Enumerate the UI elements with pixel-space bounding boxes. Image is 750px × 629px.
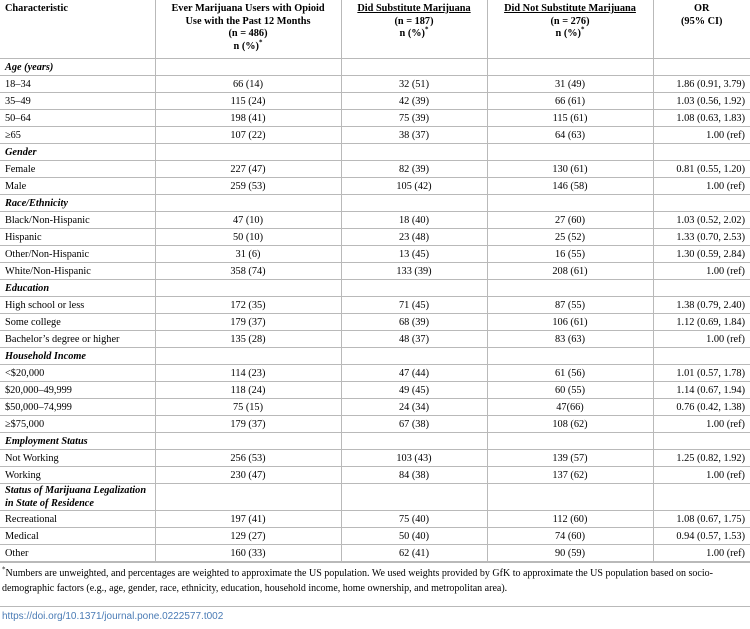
- cell-ever-users: 107 (22): [155, 127, 341, 144]
- table-row: [0, 382, 750, 399]
- cell-odds-ratio: 1.00 (ref): [653, 127, 750, 144]
- footnote-text: Numbers are unweighted, and percentages are weighted to approximate the US population. We used weights provided by GfK to approximate the US population based on socio-demographic factors (e.g., age, gender, race, ethnicity, education, household income, home ownership, and metropolitan area).: [2, 568, 713, 594]
- row-label: White/Non-Hispanic: [0, 263, 155, 280]
- cell-odds-ratio: 1.08 (0.67, 1.75): [653, 511, 750, 528]
- header-did-substitute-unit: n (%): [399, 28, 425, 39]
- cell-did-not-substitute: 83 (63): [487, 331, 653, 348]
- row-label: $50,000–74,999: [0, 399, 155, 416]
- empty-cell: [155, 195, 341, 212]
- table-row: [0, 127, 750, 144]
- row-label: Some college: [0, 314, 155, 331]
- section-row: [0, 348, 750, 365]
- cell-did-not-substitute: 31 (49): [487, 76, 653, 93]
- cell-did-not-substitute: 25 (52): [487, 229, 653, 246]
- cell-ever-users: 47 (10): [155, 212, 341, 229]
- cell-did-substitute: 71 (45): [341, 297, 487, 314]
- table-row: [0, 528, 750, 545]
- cell-did-substitute: 84 (38): [341, 467, 487, 484]
- empty-cell: [487, 280, 653, 297]
- row-label: Other: [0, 545, 155, 562]
- header-did-not-substitute-line1: Did Not Substitute Marijuana: [504, 3, 636, 14]
- cell-did-substitute: 50 (40): [341, 528, 487, 545]
- cell-ever-users: 172 (35): [155, 297, 341, 314]
- cell-ever-users: 197 (41): [155, 511, 341, 528]
- table-row: [0, 467, 750, 484]
- row-label: ≥$75,000: [0, 416, 155, 433]
- cell-odds-ratio: 1.01 (0.57, 1.78): [653, 365, 750, 382]
- header-did-not-substitute-sup: *: [580, 25, 585, 34]
- header-or-line2: (95% CI): [681, 15, 723, 27]
- cell-did-substitute: 105 (42): [341, 178, 487, 195]
- cell-did-not-substitute: 87 (55): [487, 297, 653, 314]
- table-row: [0, 450, 750, 467]
- table-row: [0, 365, 750, 382]
- section-row: [0, 433, 750, 450]
- section-title: Status of Marijuana Legalization in State of Residence: [0, 484, 155, 511]
- row-label: $20,000–49,999: [0, 382, 155, 399]
- empty-cell: [487, 484, 653, 511]
- cell-did-substitute: 103 (43): [341, 450, 487, 467]
- empty-cell: [487, 433, 653, 450]
- cell-odds-ratio: 1.25 (0.82, 1.92): [653, 450, 750, 467]
- section-row: [0, 195, 750, 212]
- row-label: <$20,000: [0, 365, 155, 382]
- row-label: Medical: [0, 528, 155, 545]
- cell-ever-users: 179 (37): [155, 416, 341, 433]
- cell-ever-users: 129 (27): [155, 528, 341, 545]
- cell-odds-ratio: 1.00 (ref): [653, 416, 750, 433]
- cell-did-substitute: 47 (44): [341, 365, 487, 382]
- empty-cell: [341, 195, 487, 212]
- cell-did-not-substitute: 108 (62): [487, 416, 653, 433]
- cell-ever-users: 114 (23): [155, 365, 341, 382]
- header-did-substitute-n: (n = 187): [394, 15, 434, 27]
- header-or-line1: OR: [694, 3, 710, 14]
- cell-did-substitute: 24 (34): [341, 399, 487, 416]
- row-label: Other/Non-Hispanic: [0, 246, 155, 263]
- cell-did-substitute: 75 (39): [341, 110, 487, 127]
- cell-did-not-substitute: 47(66): [487, 399, 653, 416]
- row-label: 35–49: [0, 93, 155, 110]
- row-label: Hispanic: [0, 229, 155, 246]
- cell-ever-users: 50 (10): [155, 229, 341, 246]
- cell-ever-users: 256 (53): [155, 450, 341, 467]
- cell-ever-users: 227 (47): [155, 161, 341, 178]
- empty-cell: [341, 433, 487, 450]
- row-label: Recreational: [0, 511, 155, 528]
- cell-ever-users: 160 (33): [155, 545, 341, 562]
- header-did-substitute-line1: Did Substitute Marijuana: [357, 3, 471, 14]
- cell-did-substitute: 38 (37): [341, 127, 487, 144]
- table-row: [0, 545, 750, 562]
- row-label: Bachelor’s degree or higher: [0, 331, 155, 348]
- cell-did-not-substitute: 60 (55): [487, 382, 653, 399]
- cell-ever-users: 198 (41): [155, 110, 341, 127]
- cell-ever-users: 115 (24): [155, 93, 341, 110]
- empty-cell: [155, 280, 341, 297]
- cell-odds-ratio: 1.38 (0.79, 2.40): [653, 297, 750, 314]
- cell-odds-ratio: 1.00 (ref): [653, 545, 750, 562]
- footnote-marker: *: [2, 565, 6, 574]
- cell-odds-ratio: 1.86 (0.91, 3.79): [653, 76, 750, 93]
- cell-did-substitute: 32 (51): [341, 76, 487, 93]
- empty-cell: [341, 59, 487, 76]
- header-ever-users-line1: Ever Marijuana Users with Opioid: [171, 3, 325, 14]
- cell-did-substitute: 82 (39): [341, 161, 487, 178]
- section-title: Education: [0, 280, 155, 297]
- cell-did-substitute: 67 (38): [341, 416, 487, 433]
- row-label: 50–64: [0, 110, 155, 127]
- doi-divider: [0, 606, 750, 607]
- cell-did-substitute: 133 (39): [341, 263, 487, 280]
- cell-did-not-substitute: 90 (59): [487, 545, 653, 562]
- row-label: High school or less: [0, 297, 155, 314]
- cell-did-substitute: 75 (40): [341, 511, 487, 528]
- table-row: [0, 246, 750, 263]
- cell-ever-users: 75 (15): [155, 399, 341, 416]
- row-label: ≥65: [0, 127, 155, 144]
- cell-odds-ratio: 0.76 (0.42, 1.38): [653, 399, 750, 416]
- row-label: Male: [0, 178, 155, 195]
- footnote-divider: [0, 562, 750, 563]
- row-label: Female: [0, 161, 155, 178]
- empty-cell: [487, 348, 653, 365]
- header-did-not-substitute-unit: n (%): [555, 28, 581, 39]
- table-body: [0, 59, 750, 562]
- cell-odds-ratio: 1.30 (0.59, 2.84): [653, 246, 750, 263]
- section-row: [0, 280, 750, 297]
- header-ever-users-unit: n (%): [233, 40, 259, 52]
- cell-did-not-substitute: 64 (63): [487, 127, 653, 144]
- cell-odds-ratio: 0.81 (0.55, 1.20): [653, 161, 750, 178]
- header-did-substitute: [341, 0, 487, 59]
- table-row: [0, 511, 750, 528]
- row-label: Not Working: [0, 450, 155, 467]
- row-label: Working: [0, 467, 155, 484]
- cell-ever-users: 31 (6): [155, 246, 341, 263]
- header-ever-users-sup: *: [258, 38, 263, 47]
- cell-odds-ratio: 1.00 (ref): [653, 178, 750, 195]
- section-title: Gender: [0, 144, 155, 161]
- cell-did-not-substitute: 61 (56): [487, 365, 653, 382]
- empty-cell: [155, 484, 341, 511]
- table-row: [0, 297, 750, 314]
- section-title: Employment Status: [0, 433, 155, 450]
- cell-ever-users: 230 (47): [155, 467, 341, 484]
- cell-did-not-substitute: 106 (61): [487, 314, 653, 331]
- empty-cell: [653, 195, 750, 212]
- table-row: [0, 178, 750, 195]
- cell-did-not-substitute: 208 (61): [487, 263, 653, 280]
- cell-did-not-substitute: 74 (60): [487, 528, 653, 545]
- doi-link[interactable]: https://doi.org/10.1371/journal.pone.0222577.t002: [2, 611, 224, 622]
- table-row: [0, 212, 750, 229]
- cell-odds-ratio: 1.03 (0.52, 2.02): [653, 212, 750, 229]
- empty-cell: [653, 433, 750, 450]
- cell-ever-users: 118 (24): [155, 382, 341, 399]
- cell-did-substitute: 49 (45): [341, 382, 487, 399]
- cell-odds-ratio: 1.12 (0.69, 1.84): [653, 314, 750, 331]
- empty-cell: [155, 59, 341, 76]
- cell-did-not-substitute: 146 (58): [487, 178, 653, 195]
- empty-cell: [155, 348, 341, 365]
- header-ever-users-line2: Use with the Past 12 Months: [185, 15, 311, 27]
- cell-odds-ratio: 1.00 (ref): [653, 263, 750, 280]
- header-ever-users-n: (n = 486): [228, 28, 268, 39]
- empty-cell: [653, 280, 750, 297]
- empty-cell: [487, 144, 653, 161]
- empty-cell: [653, 484, 750, 511]
- cell-did-not-substitute: 16 (55): [487, 246, 653, 263]
- empty-cell: [653, 59, 750, 76]
- header-ever-users: [155, 0, 341, 59]
- cell-did-substitute: 18 (40): [341, 212, 487, 229]
- empty-cell: [653, 348, 750, 365]
- table-row: [0, 229, 750, 246]
- cell-odds-ratio: 1.14 (0.67, 1.94): [653, 382, 750, 399]
- cell-ever-users: 179 (37): [155, 314, 341, 331]
- cell-ever-users: 259 (53): [155, 178, 341, 195]
- cell-ever-users: 66 (14): [155, 76, 341, 93]
- cell-did-substitute: 62 (41): [341, 545, 487, 562]
- section-title: Race/Ethnicity: [0, 195, 155, 212]
- empty-cell: [341, 348, 487, 365]
- cell-did-not-substitute: 115 (61): [487, 110, 653, 127]
- cell-odds-ratio: 1.00 (ref): [653, 467, 750, 484]
- cell-odds-ratio: 1.03 (0.56, 1.92): [653, 93, 750, 110]
- empty-cell: [487, 59, 653, 76]
- empty-cell: [155, 144, 341, 161]
- table-row: [0, 93, 750, 110]
- cell-odds-ratio: 1.33 (0.70, 2.53): [653, 229, 750, 246]
- empty-cell: [341, 484, 487, 511]
- empty-cell: [341, 144, 487, 161]
- cell-did-substitute: 42 (39): [341, 93, 487, 110]
- cell-did-substitute: 23 (48): [341, 229, 487, 246]
- cell-ever-users: 358 (74): [155, 263, 341, 280]
- cell-did-not-substitute: 66 (61): [487, 93, 653, 110]
- table-row: [0, 110, 750, 127]
- cell-did-not-substitute: 130 (61): [487, 161, 653, 178]
- empty-cell: [487, 195, 653, 212]
- section-row: [0, 59, 750, 76]
- table-row: [0, 314, 750, 331]
- empty-cell: [653, 144, 750, 161]
- cell-did-substitute: 68 (39): [341, 314, 487, 331]
- section-title: Age (years): [0, 59, 155, 76]
- cell-odds-ratio: 0.94 (0.57, 1.53): [653, 528, 750, 545]
- empty-cell: [341, 280, 487, 297]
- cell-did-substitute: 13 (45): [341, 246, 487, 263]
- section-row: [0, 484, 750, 511]
- header-odds-ratio: [653, 0, 750, 59]
- cell-odds-ratio: 1.08 (0.63, 1.83): [653, 110, 750, 127]
- table-row: [0, 416, 750, 433]
- section-title: Household Income: [0, 348, 155, 365]
- cell-did-not-substitute: 27 (60): [487, 212, 653, 229]
- header-did-not-substitute: [487, 0, 653, 59]
- cell-did-substitute: 48 (37): [341, 331, 487, 348]
- table-row: [0, 161, 750, 178]
- cell-did-not-substitute: 137 (62): [487, 467, 653, 484]
- header-characteristic: Characteristic: [0, 0, 155, 59]
- table-row: [0, 263, 750, 280]
- table-row: [0, 76, 750, 93]
- row-label: Black/Non-Hispanic: [0, 212, 155, 229]
- empty-cell: [155, 433, 341, 450]
- row-label: 18–34: [0, 76, 155, 93]
- table-header-row: [0, 0, 750, 59]
- cell-odds-ratio: 1.00 (ref): [653, 331, 750, 348]
- cell-ever-users: 135 (28): [155, 331, 341, 348]
- table-row: [0, 331, 750, 348]
- cell-did-not-substitute: 112 (60): [487, 511, 653, 528]
- table-row: [0, 399, 750, 416]
- cell-did-not-substitute: 139 (57): [487, 450, 653, 467]
- header-did-substitute-sup: *: [424, 25, 429, 34]
- header-did-not-substitute-n: (n = 276): [550, 15, 590, 27]
- section-row: [0, 144, 750, 161]
- footnote: [2, 566, 746, 596]
